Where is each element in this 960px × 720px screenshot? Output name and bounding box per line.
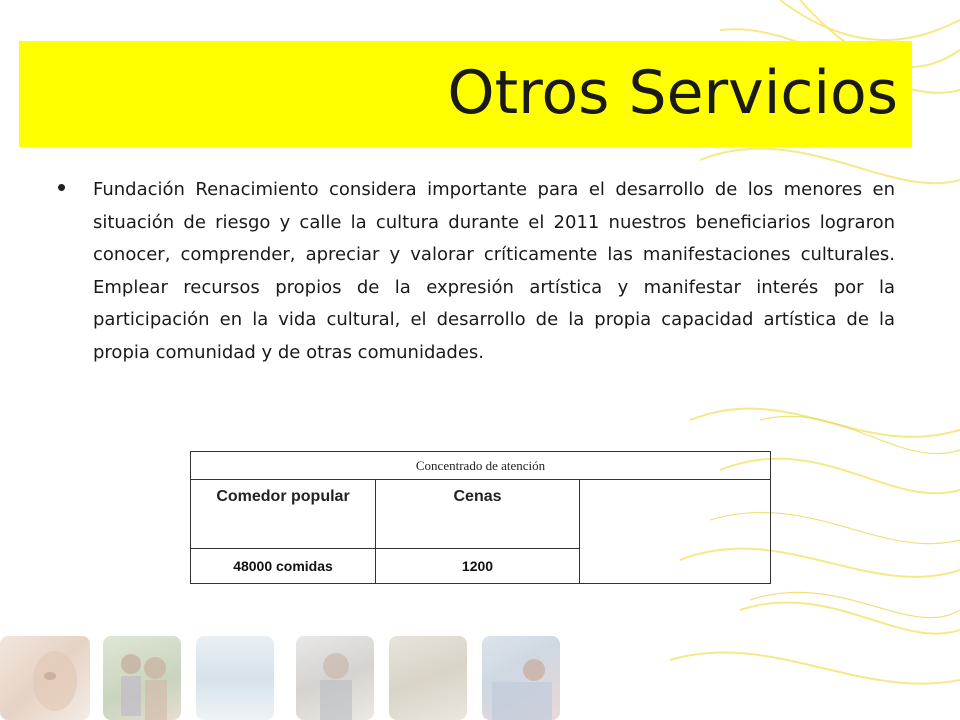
bullet-paragraph: Fundación Renacimiento considera importante para el desarrollo de los menores en situación de riesgo y calle la cultura durante el 2011 nuestros beneficiarios lograron conocer, comprender, apreciar y valorar críticamente las manifestaciones culturales. Emplear recursos propios de la expresión artística y manifestar interés por la participación en la vida cultural, el desarrollo de la propia capacidad artística de la propia comunidad y de otras comunidades.: [93, 179, 895, 363]
sky-photo-icon: [196, 636, 274, 720]
empty-cell: [580, 480, 771, 584]
value-cenas: 1200: [376, 549, 580, 584]
worker-photo-icon: [296, 636, 374, 720]
children-group-photo-icon: [103, 636, 181, 720]
child-blanket-photo-icon: [482, 636, 560, 720]
table-caption: Concentrado de atención: [191, 452, 771, 480]
value-comidas: 48000 comidas: [191, 549, 376, 584]
child-face-photo-icon: [0, 636, 90, 720]
header-comedor-popular: Comedor popular: [191, 480, 376, 549]
title-band: [19, 41, 912, 147]
photo-strip: [0, 628, 600, 720]
header-cenas: Cenas: [376, 480, 580, 549]
slide-title: Otros Servicios: [447, 58, 898, 128]
bullet-icon: •: [57, 172, 67, 202]
street-photo-icon: [389, 636, 467, 720]
attention-table: [190, 451, 771, 584]
